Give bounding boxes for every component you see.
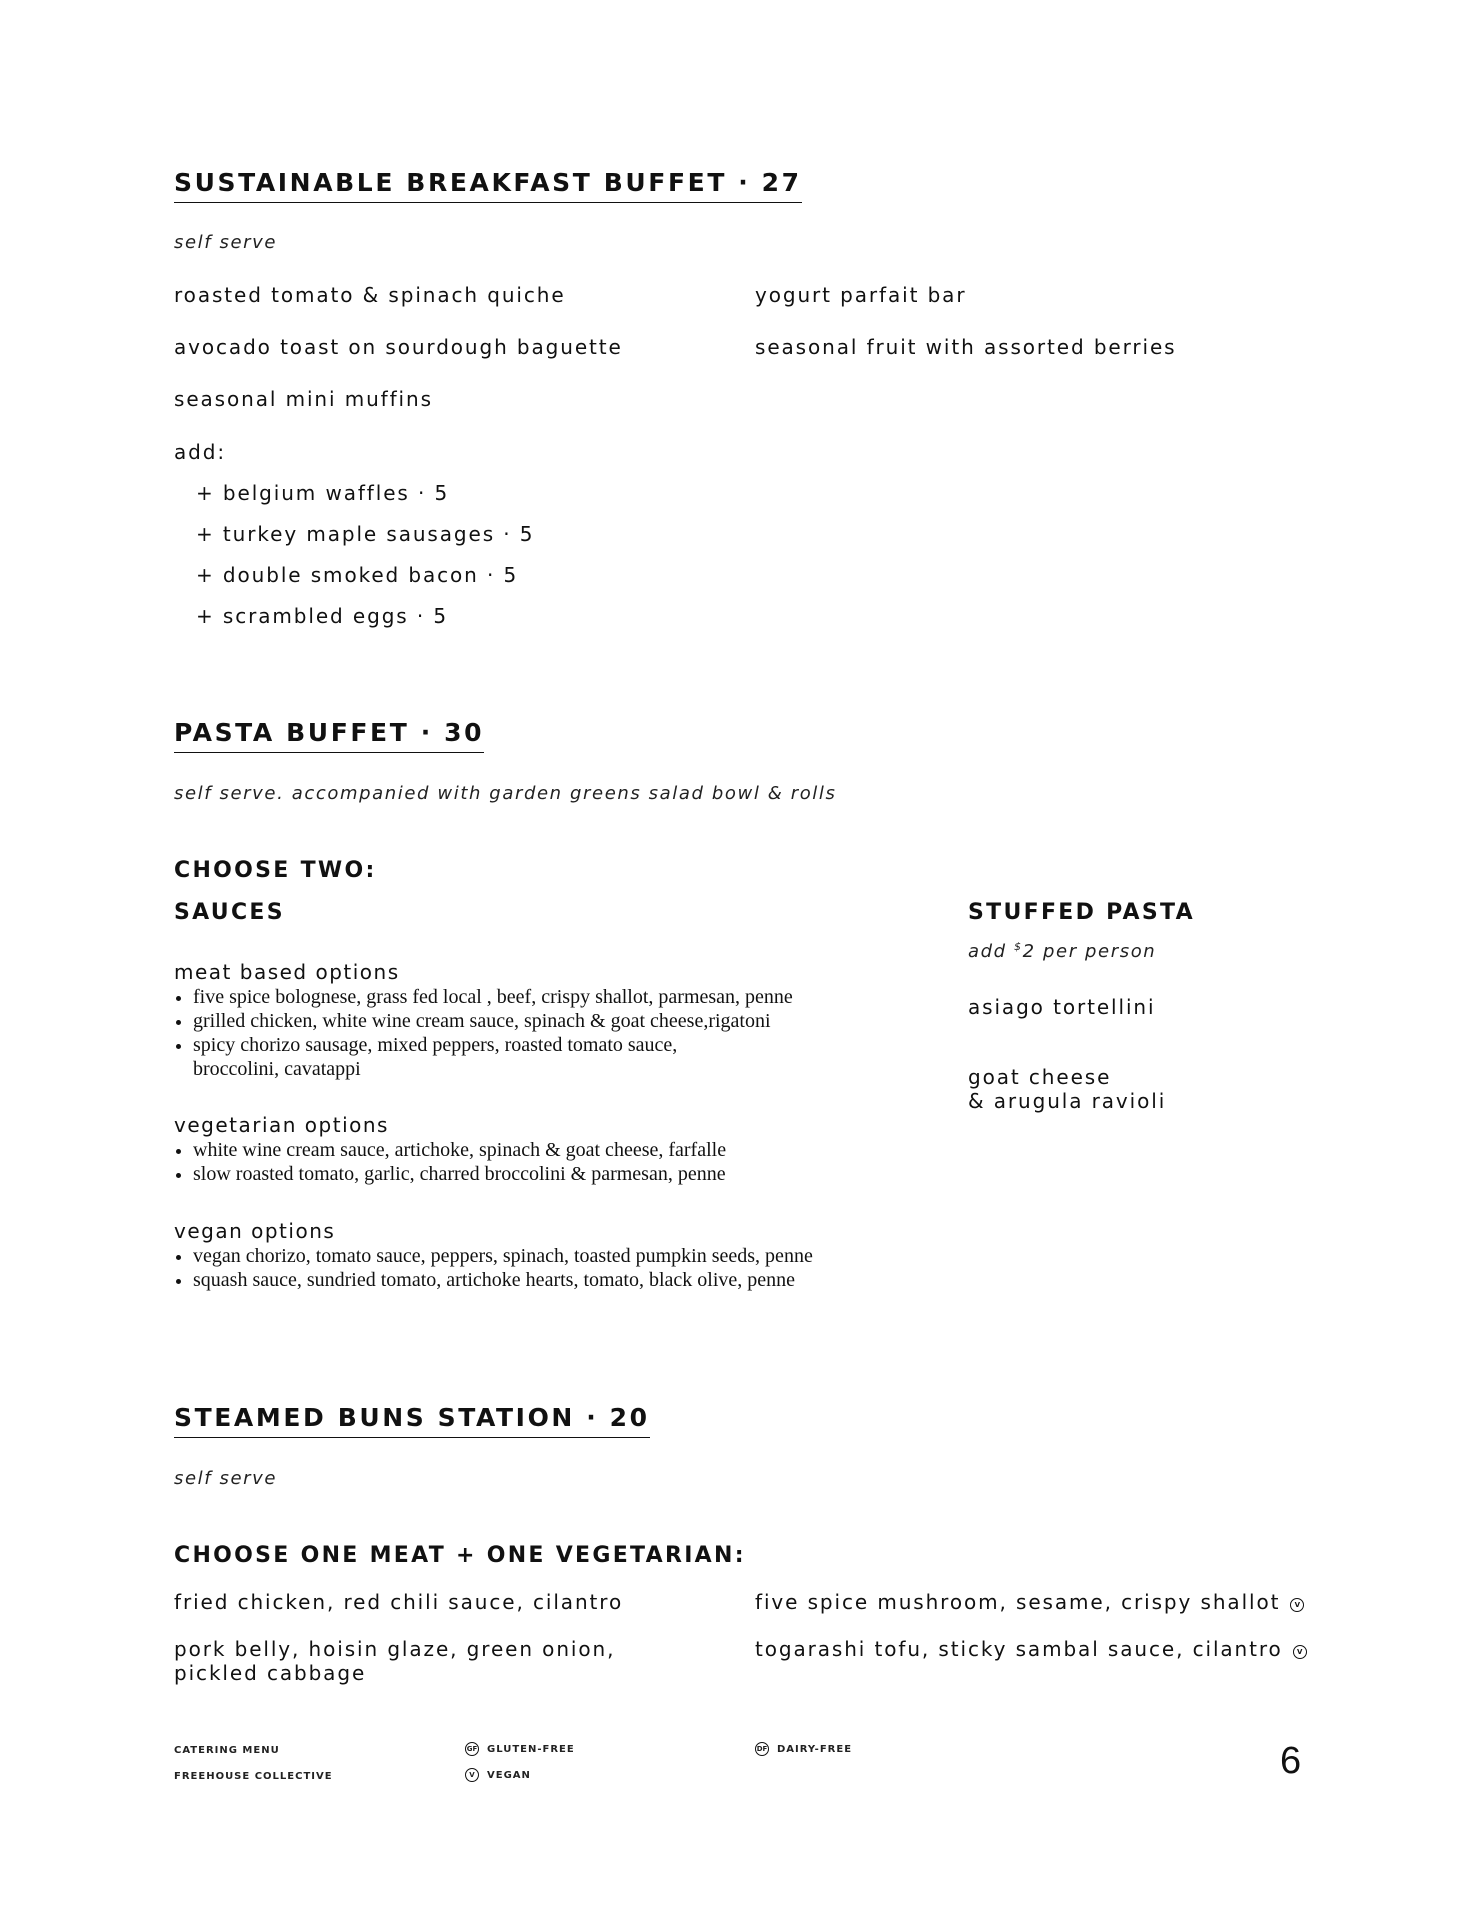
legend-vegan: V VEGAN xyxy=(465,1768,531,1782)
dairy-free-icon: DF xyxy=(755,1742,769,1756)
breakfast-item: avocado toast on sourdough baguette xyxy=(174,335,623,359)
vegetarian-option: slow roasted tomato, garlic, charred broccolini & parmesan, penne xyxy=(174,1162,726,1186)
breakfast-addon: + scrambled eggs · 5 xyxy=(196,604,449,628)
pasta-title: PASTA BUFFET · 30 xyxy=(174,718,484,753)
gluten-free-icon: GF xyxy=(465,1742,479,1756)
buns-veg-item: five spice mushroom, sesame, crispy shallot V xyxy=(755,1590,1304,1614)
vegetarian-options-list xyxy=(174,1138,726,1186)
vegetarian-options-heading: vegetarian options xyxy=(174,1113,389,1137)
stuffed-pasta-heading: STUFFED PASTA xyxy=(968,900,1195,925)
breakfast-item: roasted tomato & spinach quiche xyxy=(174,283,566,307)
vegan-option: squash sauce, sundried tomato, artichoke hearts, tomato, black olive, penne xyxy=(174,1268,813,1292)
buns-choose: CHOOSE ONE MEAT + ONE VEGETARIAN: xyxy=(174,1543,746,1568)
breakfast-add-label: add: xyxy=(174,440,226,464)
breakfast-title: SUSTAINABLE BREAKFAST BUFFET · 27 xyxy=(174,168,802,203)
vegan-options-list xyxy=(174,1244,813,1292)
footer-brand: FREEHOUSE COLLECTIVE xyxy=(174,1771,333,1782)
stuffed-pasta-item: asiago tortellini xyxy=(968,995,1156,1019)
buns-veg-item: togarashi tofu, sticky sambal sauce, cilantro V xyxy=(755,1637,1307,1661)
meat-option: spicy chorizo sausage, mixed peppers, roasted tomato sauce, xyxy=(174,1033,793,1057)
stuffed-pasta-note: add $2 per person xyxy=(968,940,1157,962)
breakfast-addon: + turkey maple sausages · 5 xyxy=(196,522,535,546)
meat-option: grilled chicken, white wine cream sauce, spinach & goat cheese,rigatoni xyxy=(174,1009,793,1033)
vegetarian-option: white wine cream sauce, artichoke, spinach & goat cheese, farfalle xyxy=(174,1138,726,1162)
breakfast-note: self serve xyxy=(174,232,278,253)
buns-meat-item: pork belly, hoisin glaze, green onion, pickled cabbage xyxy=(174,1637,616,1685)
breakfast-item: yogurt parfait bar xyxy=(755,283,967,307)
buns-meat-item: fried chicken, red chili sauce, cilantro xyxy=(174,1590,624,1614)
meat-option-continuation: broccolini, cavatappi xyxy=(193,1058,361,1080)
legend-gluten-free: GF GLUTEN-FREE xyxy=(466,1744,575,1755)
pasta-note: self serve. accompanied with garden greens salad bowl & rolls xyxy=(174,783,837,804)
vegan-icon: V xyxy=(1293,1645,1307,1659)
breakfast-item: seasonal mini muffins xyxy=(174,387,433,411)
vegan-options-heading: vegan options xyxy=(174,1219,336,1243)
meat-options-list xyxy=(174,985,793,1057)
footer-catering-menu: CATERING MENU xyxy=(174,1745,280,1756)
vegan-icon: V xyxy=(1290,1598,1304,1612)
page-number: 6 xyxy=(1280,1740,1302,1782)
meat-option: five spice bolognese, grass fed local , beef, crispy shallot, parmesan, penne xyxy=(174,985,793,1009)
buns-title: STEAMED BUNS STATION · 20 xyxy=(174,1403,650,1438)
vegan-icon: V xyxy=(465,1768,479,1782)
breakfast-addon: + double smoked bacon · 5 xyxy=(196,563,519,587)
breakfast-addon: + belgium waffles · 5 xyxy=(196,481,450,505)
breakfast-item: seasonal fruit with assorted berries xyxy=(755,335,1177,359)
sauces-heading: SAUCES xyxy=(174,900,285,925)
legend-dairy-free: DF DAIRY-FREE xyxy=(756,1744,853,1755)
meat-options-heading: meat based options xyxy=(174,960,400,984)
buns-note: self serve xyxy=(174,1468,278,1489)
pasta-choose: CHOOSE TWO: xyxy=(174,858,377,883)
stuffed-pasta-item: goat cheese & arugula ravioli xyxy=(968,1065,1167,1113)
vegan-option: vegan chorizo, tomato sauce, peppers, spinach, toasted pumpkin seeds, penne xyxy=(174,1244,813,1268)
